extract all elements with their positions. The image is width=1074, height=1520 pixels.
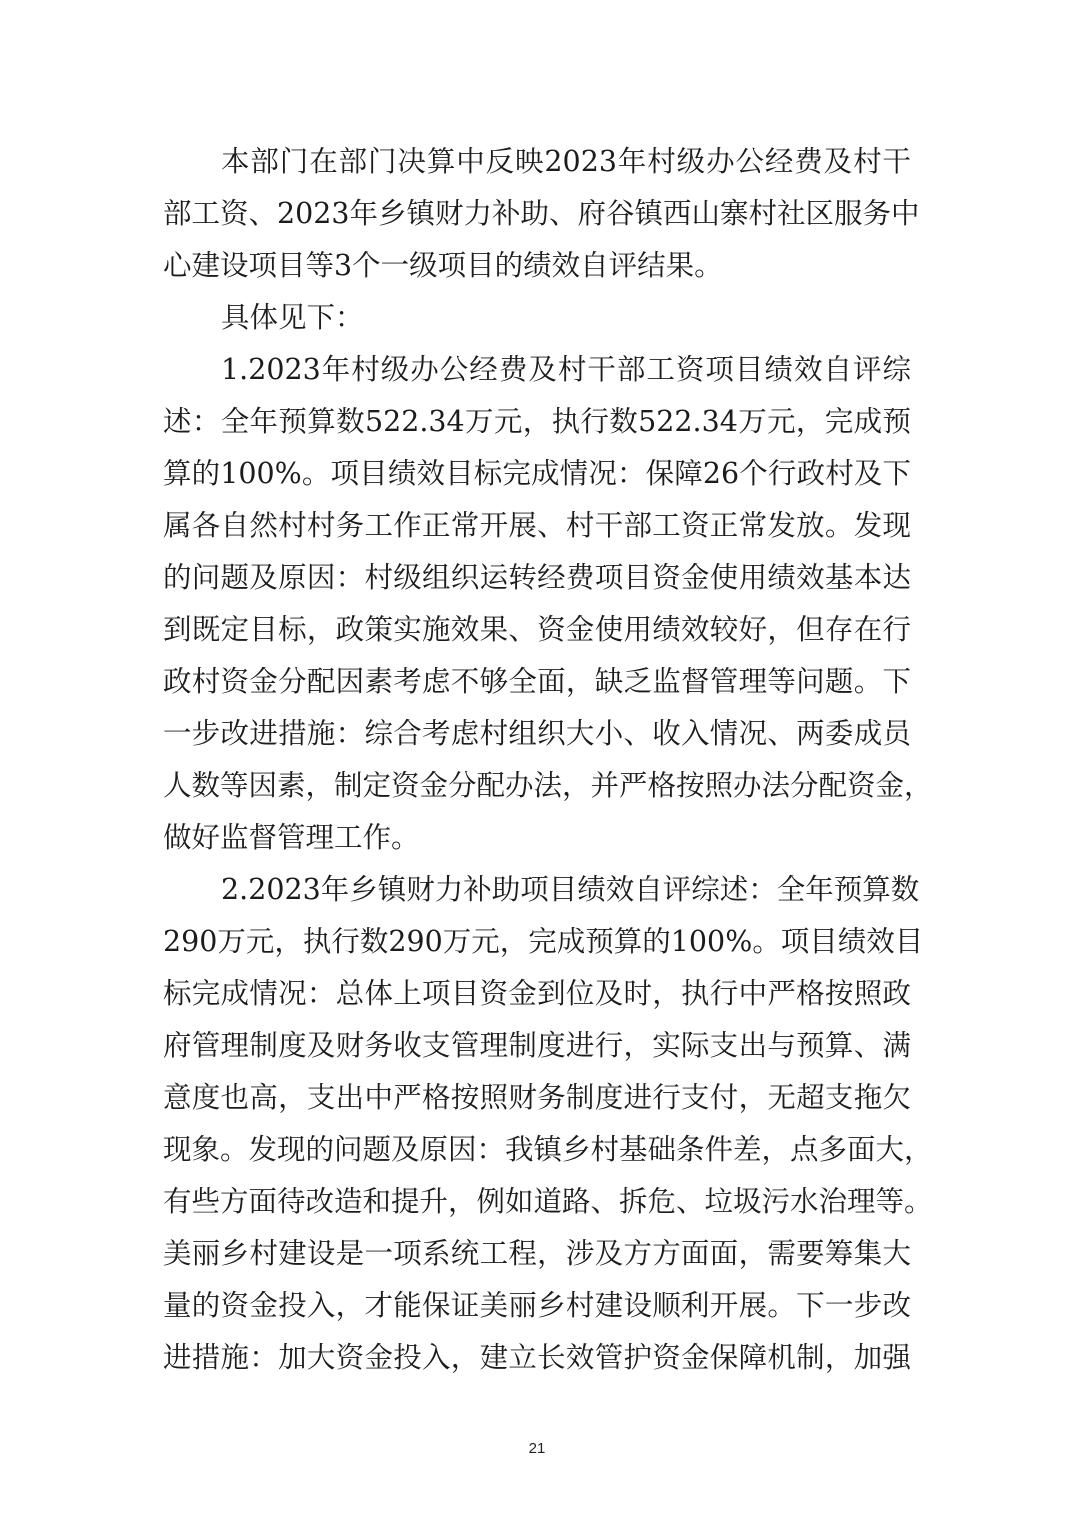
paragraph-line: 2.2023年乡镇财力补助项目绩效自评综述：全年预算数 [221, 873, 920, 906]
paragraph-line: 标完成情况：总体上项目资金到位及时，执行中严格按照政 [163, 977, 911, 1010]
paragraph-line: 的问题及原因：村级组织运转经费项目资金使用绩效基本达 [163, 561, 911, 594]
paragraph-line: 量的资金投入，才能保证美丽乡村建设顺利开展。下一步改 [163, 1289, 911, 1322]
paragraph-line: 本部门在部门决算中反映2023年村级办公经费及村干 [221, 145, 911, 178]
paragraph-line: 进措施：加大资金投入，建立长效管护资金保障机制，加强 [163, 1341, 911, 1374]
paragraph-line: 属各自然村村务工作正常开展、村干部工资正常发放。发现 [163, 509, 911, 542]
paragraph-line: 意度也高，支出中严格按照财务制度进行支付，无超支拖欠 [163, 1081, 911, 1114]
paragraph-line: 府管理制度及财务收支管理制度进行，实际支出与预算、满 [163, 1029, 911, 1062]
paragraph-line: 算的100%。项目绩效目标完成情况：保障26个行政村及下 [163, 457, 911, 490]
paragraph-line: 美丽乡村建设是一项系统工程，涉及方方面面，需要筹集大 [163, 1237, 911, 1270]
paragraph-line: 290万元，执行数290万元，完成预算的100%。项目绩效目 [163, 925, 924, 958]
paragraph-line: 述：全年预算数522.34万元，执行数522.34万元，完成预 [163, 405, 911, 438]
paragraph-line: 部工资、2023年乡镇财力补助、府谷镇西山寨村社区服务中 [163, 197, 920, 230]
page-number: 21 [528, 1440, 546, 1457]
paragraph-line: 政村资金分配因素考虑不够全面，缺乏监督管理等问题。下 [163, 665, 911, 698]
paragraph-line: 有些方面待改造和提升，例如道路、拆危、垃圾污水治理等。 [163, 1185, 933, 1218]
paragraph-line: 人数等因素，制定资金分配办法，并严格按照办法分配资金， [163, 769, 933, 802]
paragraph-line: 一步改进措施：综合考虑村组织大小、收入情况、两委成员 [163, 717, 911, 750]
paragraph-line: 做好监督管理工作。 [163, 821, 420, 854]
paragraph-line: 到既定目标，政策实施效果、资金使用绩效较好，但存在行 [163, 613, 911, 646]
paragraph-line: 现象。发现的问题及原因：我镇乡村基础条件差，点多面大， [163, 1133, 933, 1166]
paragraph-line: 1.2023年村级办公经费及村干部工资项目绩效自评综 [221, 353, 911, 386]
paragraph-line: 心建设项目等3个一级项目的绩效自评结果。 [163, 249, 723, 282]
paragraph-line: 具体见下： [221, 301, 364, 334]
